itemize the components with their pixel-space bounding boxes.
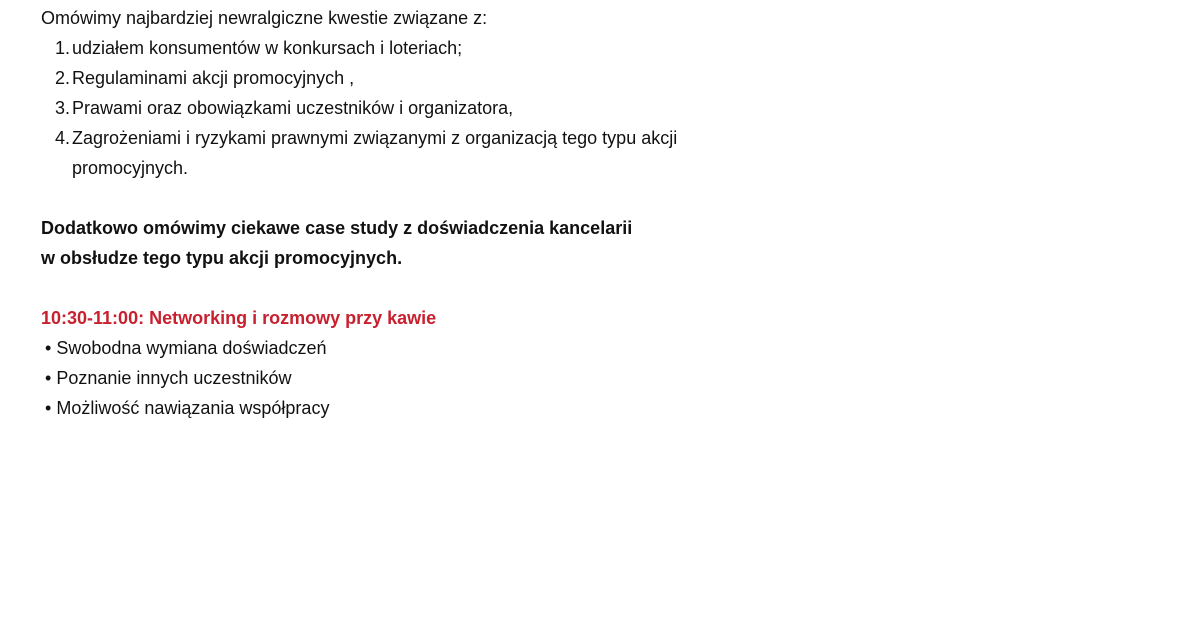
list-item-text: Swobodna wymiana doświadczeń	[56, 338, 327, 358]
spacer	[41, 183, 741, 213]
topic-item	[41, 33, 741, 63]
topic-text: Zagrożeniami i ryzykami prawnymi związanymi z organizacją tego typu akcji promocyjnych.	[72, 128, 678, 178]
list-item-text: Możliwość nawiązania współpracy	[56, 398, 330, 418]
bullet-glyph: •	[45, 398, 52, 418]
topic-text: Regulaminami akcji promocyjnych ,	[72, 68, 355, 88]
bullet-glyph: •	[45, 368, 52, 388]
intro-text: Omówimy najbardziej newralgiczne kwestie związane z:	[41, 8, 488, 28]
topic-text: Prawami oraz obowiązkami uczestników i organizatora,	[72, 98, 514, 118]
networking-heading: 10:30-11:00: Networking i rozmowy przy kawie	[41, 308, 437, 328]
list-item	[41, 363, 741, 393]
topics-list	[41, 33, 741, 183]
topic-text: udziałem konsumentów w konkursach i loteriach;	[72, 38, 463, 58]
topic-number: 1.	[54, 38, 70, 58]
agenda-content	[41, 3, 741, 423]
list-item	[41, 393, 741, 423]
topic-number: 3.	[54, 98, 70, 118]
case-study-line-2: w obsłudze tego typu akcji promocyjnych.	[41, 248, 403, 268]
list-item	[41, 333, 741, 363]
topic-number: 4.	[54, 128, 70, 148]
case-study-line-1: Dodatkowo omówimy ciekawe case study z doświadczenia kancelarii	[41, 218, 633, 238]
topic-item	[41, 93, 741, 123]
networking-list	[41, 333, 741, 423]
list-item-text: Poznanie innych uczestników	[56, 368, 292, 388]
bullet-glyph: •	[45, 338, 52, 358]
topic-item	[41, 123, 741, 183]
topic-number: 2.	[54, 68, 70, 88]
spacer	[41, 273, 741, 303]
topic-item	[41, 63, 741, 93]
